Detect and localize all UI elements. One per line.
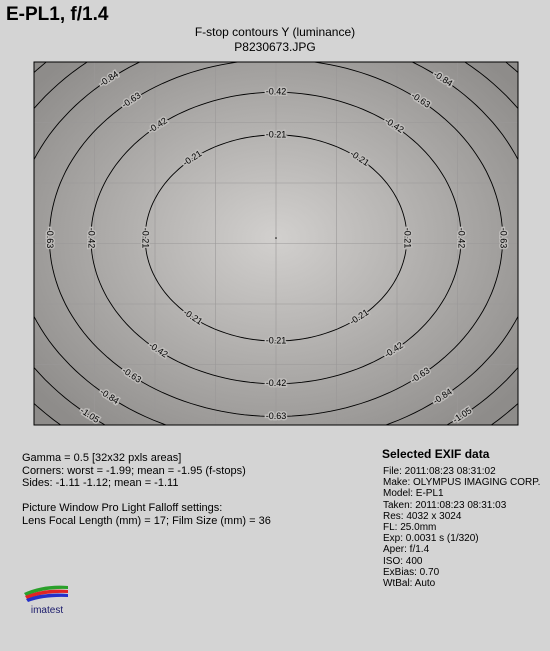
info-line: Picture Window Pro Light Falloff settings: — [22, 502, 223, 514]
contour-label: -0.21 — [265, 335, 287, 346]
info-line: Sides: -1.11 -1.12; mean = -1.11 — [22, 477, 179, 489]
exif-line: FL: 25.0mm — [383, 522, 437, 534]
contour-label: -0.42 — [265, 378, 287, 389]
contour-label: -0.63 — [119, 90, 143, 110]
info-line: Lens Focal Length (mm) = 17; Film Size (mm) = 36 — [22, 514, 271, 527]
contour-label: -0.21 — [140, 227, 151, 249]
chart-subtitle: P8230673.JPG — [234, 40, 316, 54]
center-mark — [275, 237, 277, 239]
exif-line: ISO: 400 — [383, 555, 423, 567]
exif-line: ExBias: 0.70 — [383, 566, 440, 578]
contour-label: -0.63 — [120, 365, 144, 385]
contour-label: -0.42 — [382, 339, 405, 360]
logo-text: imatest — [30, 605, 64, 616]
contour-label: -0.63 — [409, 90, 433, 110]
exif-line: Make: OLYMPUS IMAGING CORP. — [383, 477, 541, 489]
contour-label: -0.42 — [86, 227, 97, 249]
contour-label: -0.84 — [97, 68, 121, 89]
imatest-logo — [22, 585, 72, 617]
exif-line: File: 2011:08:23 08:31:02 — [383, 466, 496, 477]
info-line: Corners: worst = -1.99; mean = -1.95 (f-stops) — [22, 464, 246, 477]
contour-label: -0.84 — [431, 386, 454, 407]
contour-label: -0.42 — [146, 115, 169, 135]
exif-line: Taken: 2011:08:23 08:31:03 — [383, 499, 507, 511]
exif-line: Aper: f/1.4 — [383, 544, 430, 556]
contour-label: -0.63 — [265, 410, 287, 421]
contour-label: -0.42 — [456, 227, 467, 249]
contour-label: -0.21 — [348, 148, 372, 168]
exif-heading: Selected EXIF data — [382, 447, 490, 461]
info-line: Gamma = 0.5 [32x32 pxls areas] — [22, 452, 182, 464]
contour-label: -0.63 — [498, 227, 509, 249]
contour-label: -1.05 — [78, 405, 102, 425]
contour-label: -1.05 — [450, 405, 474, 425]
contour-label: -0.42 — [147, 339, 170, 360]
contour-label: -0.42 — [265, 86, 287, 97]
contour-label: -0.21 — [347, 307, 371, 327]
info-panel — [22, 452, 271, 527]
contour-label: -0.21 — [265, 129, 287, 140]
contour-label: -0.63 — [408, 365, 432, 385]
chart-title: F-stop contours Y (luminance) — [194, 25, 356, 39]
exif-line: Res: 4032 x 3024 — [383, 510, 462, 522]
contour-label: -0.21 — [180, 148, 204, 168]
contour-label: -0.21 — [181, 307, 205, 327]
exif-line: WtBal: Auto — [383, 578, 436, 590]
exif-line: Model: E-PL1 — [383, 488, 444, 500]
contour-label: -0.63 — [44, 227, 55, 249]
exif-line: Exp: 0.0031 s (1/320) — [383, 533, 479, 545]
info-spacer — [22, 490, 271, 503]
contour-label: -0.84 — [431, 68, 455, 89]
contour-label: -0.42 — [383, 115, 406, 135]
contour-label: -0.21 — [402, 227, 413, 249]
page-title: E-PL1, f/1.4 — [6, 4, 109, 25]
exif-panel — [383, 466, 550, 589]
contour-label: -0.84 — [98, 386, 121, 407]
